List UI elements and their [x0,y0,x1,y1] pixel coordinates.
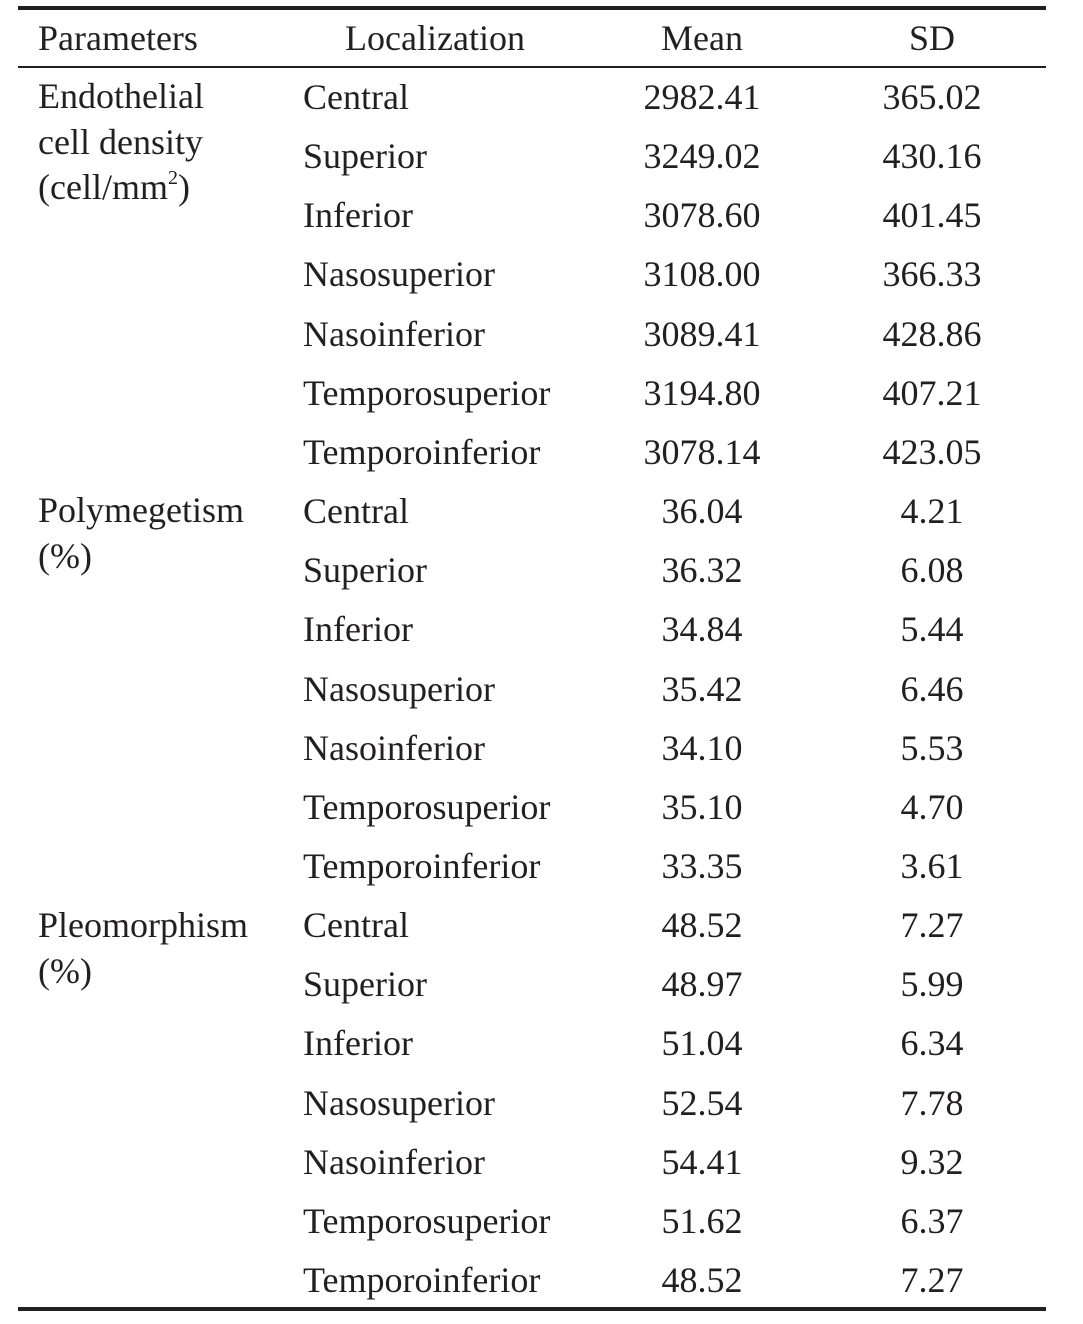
localization-cell: Inferior [303,609,413,649]
sd-cell: 6.37 [900,1201,964,1241]
mean-cell: 51.04 [661,1023,743,1063]
localization-cell: Superior [303,136,427,176]
localization-cell: Temporoinferior [303,846,541,886]
localization-cell: Nasoinferior [303,314,485,354]
parameter-line: Pleomorphism [38,905,249,945]
sd-cell: 4.70 [900,787,964,827]
sd-cell: 428.86 [882,314,982,354]
localization-cell: Central [303,491,409,531]
parameter-line: Polymegetism [38,490,244,530]
sd-cell: 5.53 [900,728,964,768]
header-parameters: Parameters [38,18,198,58]
parameter-line: (%) [38,950,92,991]
mean-cell: 54.41 [661,1142,743,1182]
mean-cell: 33.35 [661,846,743,886]
sd-cell: 6.08 [900,550,964,590]
mean-cell: 48.52 [661,1260,743,1300]
unit-superscript: 2 [167,167,178,189]
mean-cell: 3249.02 [643,136,761,176]
localization-cell: Temporosuperior [303,787,551,827]
unit-close: ) [177,167,190,207]
sd-cell: 6.34 [900,1023,964,1063]
mean-cell: 48.52 [661,905,743,945]
sd-cell: 423.05 [882,432,982,472]
header-mean: Mean [661,18,743,58]
localization-cell: Temporoinferior [303,432,541,472]
localization-cell: Nasoinferior [303,728,485,768]
sd-cell: 401.45 [882,195,982,235]
parameter-line: (%) [38,535,92,576]
localization-cell: Nasosuperior [303,1083,495,1123]
sd-cell: 5.99 [900,964,964,1004]
localization-cell: Inferior [303,195,413,235]
mean-cell: 2982.41 [643,77,761,117]
mean-cell: 35.10 [661,787,743,827]
parameter-line: cell density [38,121,203,162]
localization-cell: Central [303,77,409,117]
table-bottom-rule [18,1307,1046,1311]
unit-text: (cell/mm [38,167,168,207]
sd-cell: 5.44 [900,609,964,649]
mean-cell: 34.10 [661,728,743,768]
sd-cell: 365.02 [882,77,982,117]
localization-cell: Nasoinferior [303,1142,485,1182]
header-sd: SD [908,18,956,58]
mean-cell: 36.32 [661,550,743,590]
mean-cell: 3078.60 [643,195,761,235]
localization-cell: Nasosuperior [303,254,495,294]
mean-cell: 3108.00 [643,254,761,294]
sd-cell: 6.46 [900,669,964,709]
localization-cell: Temporosuperior [303,373,551,413]
parameter-endothelial-cell-density [38,74,204,211]
sd-cell: 3.61 [900,846,964,886]
mean-cell: 35.42 [661,669,743,709]
localization-cell: Central [303,905,409,945]
header-localization: Localization [345,18,525,58]
localization-cell: Nasosuperior [303,669,495,709]
sd-cell: 407.21 [882,373,982,413]
localization-cell: Inferior [303,1023,413,1063]
mean-cell: 3089.41 [643,314,761,354]
sd-cell: 9.32 [900,1142,964,1182]
sd-cell: 7.78 [900,1083,964,1123]
parameter-line: Endothelial [38,76,204,116]
parameter-polymegetism [38,488,244,579]
table-header-rule [18,66,1046,68]
localization-cell: Temporoinferior [303,1260,541,1300]
sd-cell: 366.33 [882,254,982,294]
mean-cell: 3078.14 [643,432,761,472]
sd-cell: 4.21 [900,491,964,531]
mean-cell: 48.97 [661,964,743,1004]
mean-cell: 36.04 [661,491,743,531]
sd-cell: 7.27 [900,905,964,945]
localization-cell: Temporosuperior [303,1201,551,1241]
mean-cell: 52.54 [661,1083,743,1123]
mean-cell: 51.62 [661,1201,743,1241]
table-top-rule [18,6,1046,10]
sd-cell: 7.27 [900,1260,964,1300]
mean-cell: 3194.80 [643,373,761,413]
localization-cell: Superior [303,550,427,590]
parameter-line [38,165,204,211]
localization-cell: Superior [303,964,427,1004]
sd-cell: 430.16 [882,136,982,176]
mean-cell: 34.84 [661,609,743,649]
parameter-pleomorphism [38,903,248,994]
